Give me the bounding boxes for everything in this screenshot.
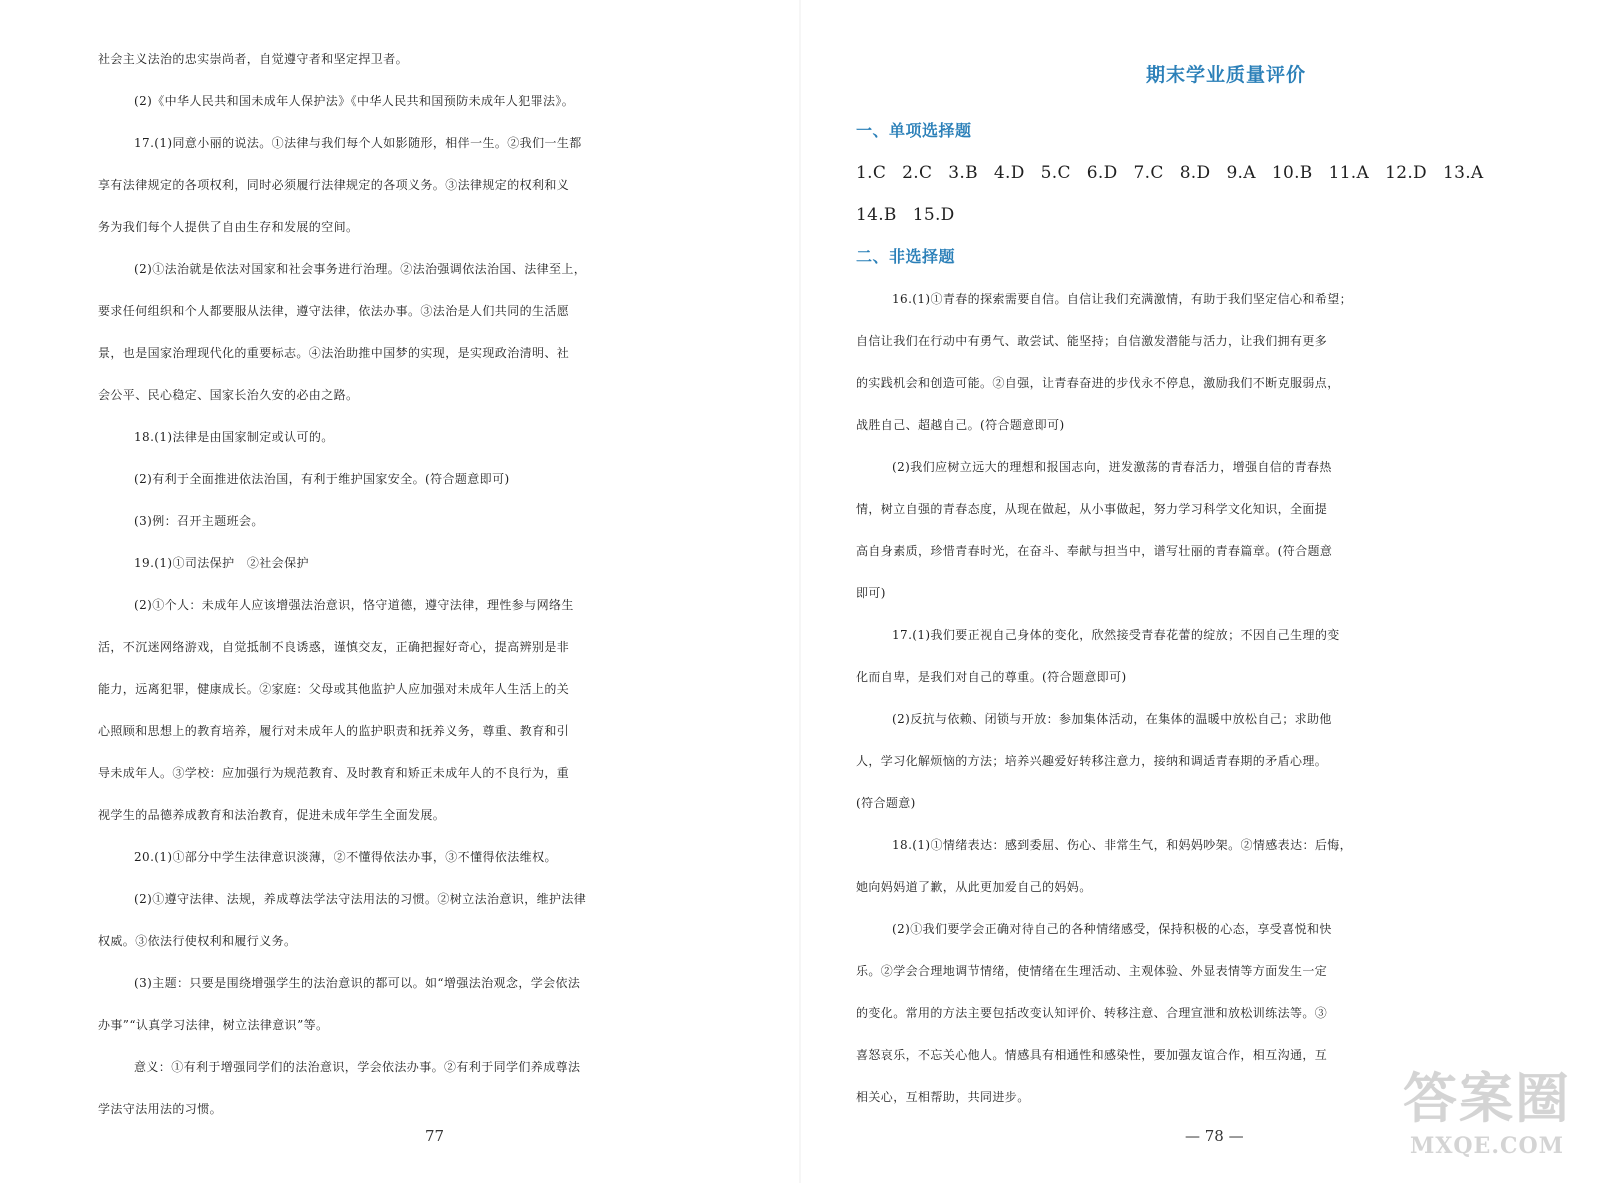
answer-item: 6.D	[1086, 163, 1118, 183]
answer-item: 4.D	[993, 163, 1025, 183]
answer-item: 11.A	[1328, 163, 1370, 183]
text-line: 17.(1)我们要正视自己身体的变化，欣然接受青春花蕾的绽放；不因自己生理的变	[892, 628, 1340, 642]
text-line: 视学生的品德养成教育和法治教育，促进未成年学生全面发展。	[98, 808, 446, 822]
text-line: (2)①个人：未成年人应该增强法治意识，恪守道德，遵守法律，理性参与网络生	[134, 598, 574, 612]
text-line: 景，也是国家治理现代化的重要标志。④法治助推中国梦的实现，是实现政治清明、社	[98, 346, 570, 360]
text-line: 18.(1)①情绪表达：感到委屈、伤心、非常生气，和妈妈吵架。②情感表达：后悔，	[892, 838, 1353, 852]
text-line: (2)有利于全面推进依法治国，有利于维护国家安全。(符合题意即可)	[134, 472, 510, 486]
text-line: 高自身素质，珍惜青春时光，在奋斗、奉献与担当中，谱写壮丽的青春篇章。(符合题意	[856, 544, 1333, 558]
text-line: 19.(1)①司法保护 ②社会保护	[134, 556, 309, 570]
text-line: 17.(1)同意小丽的说法。①法律与我们每个人如影随形，相伴一生。②我们一生都	[134, 136, 582, 150]
answer-item: 15.D	[912, 205, 955, 225]
text-line: 能力，远离犯罪，健康成长。②家庭：父母或其他监护人应加强对未成年人生活上的关	[98, 682, 570, 696]
text-line: 的变化。常用的方法主要包括改变认知评价、转移注意、合理宣泄和放松训练法等。③	[856, 1006, 1328, 1020]
text-line: 权威。③依法行使权利和履行义务。	[98, 934, 297, 948]
right-page	[800, 0, 1600, 1183]
text-line: 社会主义法治的忠实崇尚者，自觉遵守者和坚定捍卫者。	[98, 52, 409, 66]
text-line: 的实践机会和创造可能。②自强，让青春奋进的步伐永不停息，激励我们不断克服弱点，	[856, 376, 1340, 390]
page-number-left: 77	[425, 1127, 445, 1145]
answer-item: 12.D	[1385, 163, 1427, 183]
watermark-logo-text: 答案圈	[1403, 1066, 1571, 1130]
text-line: (2)《中华人民共和国未成年人保护法》《中华人民共和国预防未成年人犯罪法》。	[134, 94, 575, 108]
answer-item: 8.D	[1179, 163, 1211, 183]
answer-item: 5.C	[1040, 163, 1071, 183]
text-line: 意义：①有利于增强同学们的法治意识，学会依法办事。②有利于同学们养成尊法	[134, 1060, 581, 1074]
watermark-url: MXQE.COM	[1409, 1133, 1565, 1159]
text-line: 20.(1)①部分中学生法律意识淡薄，②不懂得依法办事，③不懂得依法维权。	[134, 850, 557, 864]
right-text-body	[856, 278, 1600, 1118]
answer-key-row-2	[856, 194, 1600, 236]
text-line: 要求任何组织和个人都要服从法律，遵守法律，依法办事。③法治是人们共同的生活愿	[98, 304, 570, 318]
section-heading-single-choice: 一、单项选择题	[856, 121, 972, 140]
text-line: 活，不沉迷网络游戏，自觉抵制不良诱惑，谨慎交友，正确把握好奇心，提高辨别是非	[98, 640, 570, 654]
site-watermark	[1392, 1065, 1582, 1175]
text-line: (2)反抗与依赖、闭锁与开放：参加集体活动，在集体的温暖中放松自己；求助他	[892, 712, 1332, 726]
text-line: (2)①我们要学会正确对待自己的各种情绪感受，保持积极的心态，享受喜悦和快	[892, 922, 1332, 936]
text-line: 她向妈妈道了歉，从此更加爱自己的妈妈。	[856, 880, 1092, 894]
text-line: 情，树立自强的青春态度，从现在做起，从小事做起，努力学习科学文化知识，全面提	[856, 502, 1328, 516]
answer-item: 14.B	[856, 205, 897, 225]
answer-key-row-1	[856, 152, 1600, 194]
text-line: 战胜自己、超越自己。(符合题意即可)	[856, 418, 1065, 432]
answer-item: 1.C	[856, 163, 887, 183]
text-line: 享有法律规定的各项权利，同时必须履行法律规定的各项义务。③法律规定的权利和义	[98, 178, 570, 192]
text-line: 导未成年人。③学校：应加强行为规范教育、及时教育和矫正未成年人的不良行为，重	[98, 766, 570, 780]
page-number-right: — 78 —	[1185, 1127, 1244, 1145]
text-line: 自信让我们在行动中有勇气、敢尝试、能坚持；自信激发潜能与活力，让我们拥有更多	[856, 334, 1328, 348]
text-line: 化而自卑，是我们对自己的尊重。(符合题意即可)	[856, 670, 1127, 684]
text-line: (2)我们应树立远大的理想和报国志向，迸发激荡的青春活力，增强自信的青春热	[892, 460, 1332, 474]
text-line: 喜怒哀乐，不忘关心他人。情感具有相通性和感染性，要加强友谊合作，相互沟通，互	[856, 1048, 1328, 1062]
text-line: (2)①法治就是依法对国家和社会事务进行治理。②法治强调依法治国、法律至上，	[134, 262, 587, 276]
text-line: 会公平、民心稳定、国家长治久安的必由之路。	[98, 388, 359, 402]
text-line: (3)主题：只要是围绕增强学生的法治意识的都可以。如“增强法治观念，学会依法	[134, 976, 581, 990]
text-line: (2)①遵守法律、法规，养成尊法学法守法用法的习惯。②树立法治意识，维护法律	[134, 892, 587, 906]
text-line: 相关心，互相帮助，共同进步。	[856, 1090, 1030, 1104]
text-line: 人，学习化解烦恼的方法；培养兴趣爱好转移注意力，接纳和调适青春期的矛盾心理。	[856, 754, 1328, 768]
answer-item: 13.A	[1442, 163, 1484, 183]
answer-item: 7.C	[1133, 163, 1164, 183]
text-line: (3)例：召开主题班会。	[134, 514, 264, 528]
answer-item: 9.A	[1226, 163, 1256, 183]
section-heading-non-choice: 二、非选择题	[856, 247, 956, 266]
text-line: 16.(1)①青春的探索需要自信。自信让我们充满激情，有助于我们坚定信心和希望；	[892, 292, 1353, 306]
text-line: 务为我们每个人提供了自由生存和发展的空间。	[98, 220, 359, 234]
text-line: 18.(1)法律是由国家制定或认可的。	[134, 430, 334, 444]
left-text-body	[98, 38, 800, 1130]
text-line: 即可)	[856, 586, 886, 600]
text-line: 办事”“认真学习法律，树立法律意识”等。	[98, 1018, 329, 1032]
page-title: 期末学业质量评价	[1145, 64, 1306, 86]
answer-item: 10.B	[1271, 163, 1313, 183]
answer-item: 3.B	[948, 163, 978, 183]
answer-item: 2.C	[902, 163, 933, 183]
text-line: 乐。②学会合理地调节情绪，使情绪在生理活动、主观体验、外显表情等方面发生一定	[856, 964, 1328, 978]
text-line: 心照顾和思想上的教育培养，履行对未成年人的监护职责和抚养义务，尊重、教育和引	[98, 724, 570, 738]
text-line: (符合题意)	[856, 796, 916, 810]
text-line: 学法守法用法的习惯。	[98, 1102, 223, 1116]
